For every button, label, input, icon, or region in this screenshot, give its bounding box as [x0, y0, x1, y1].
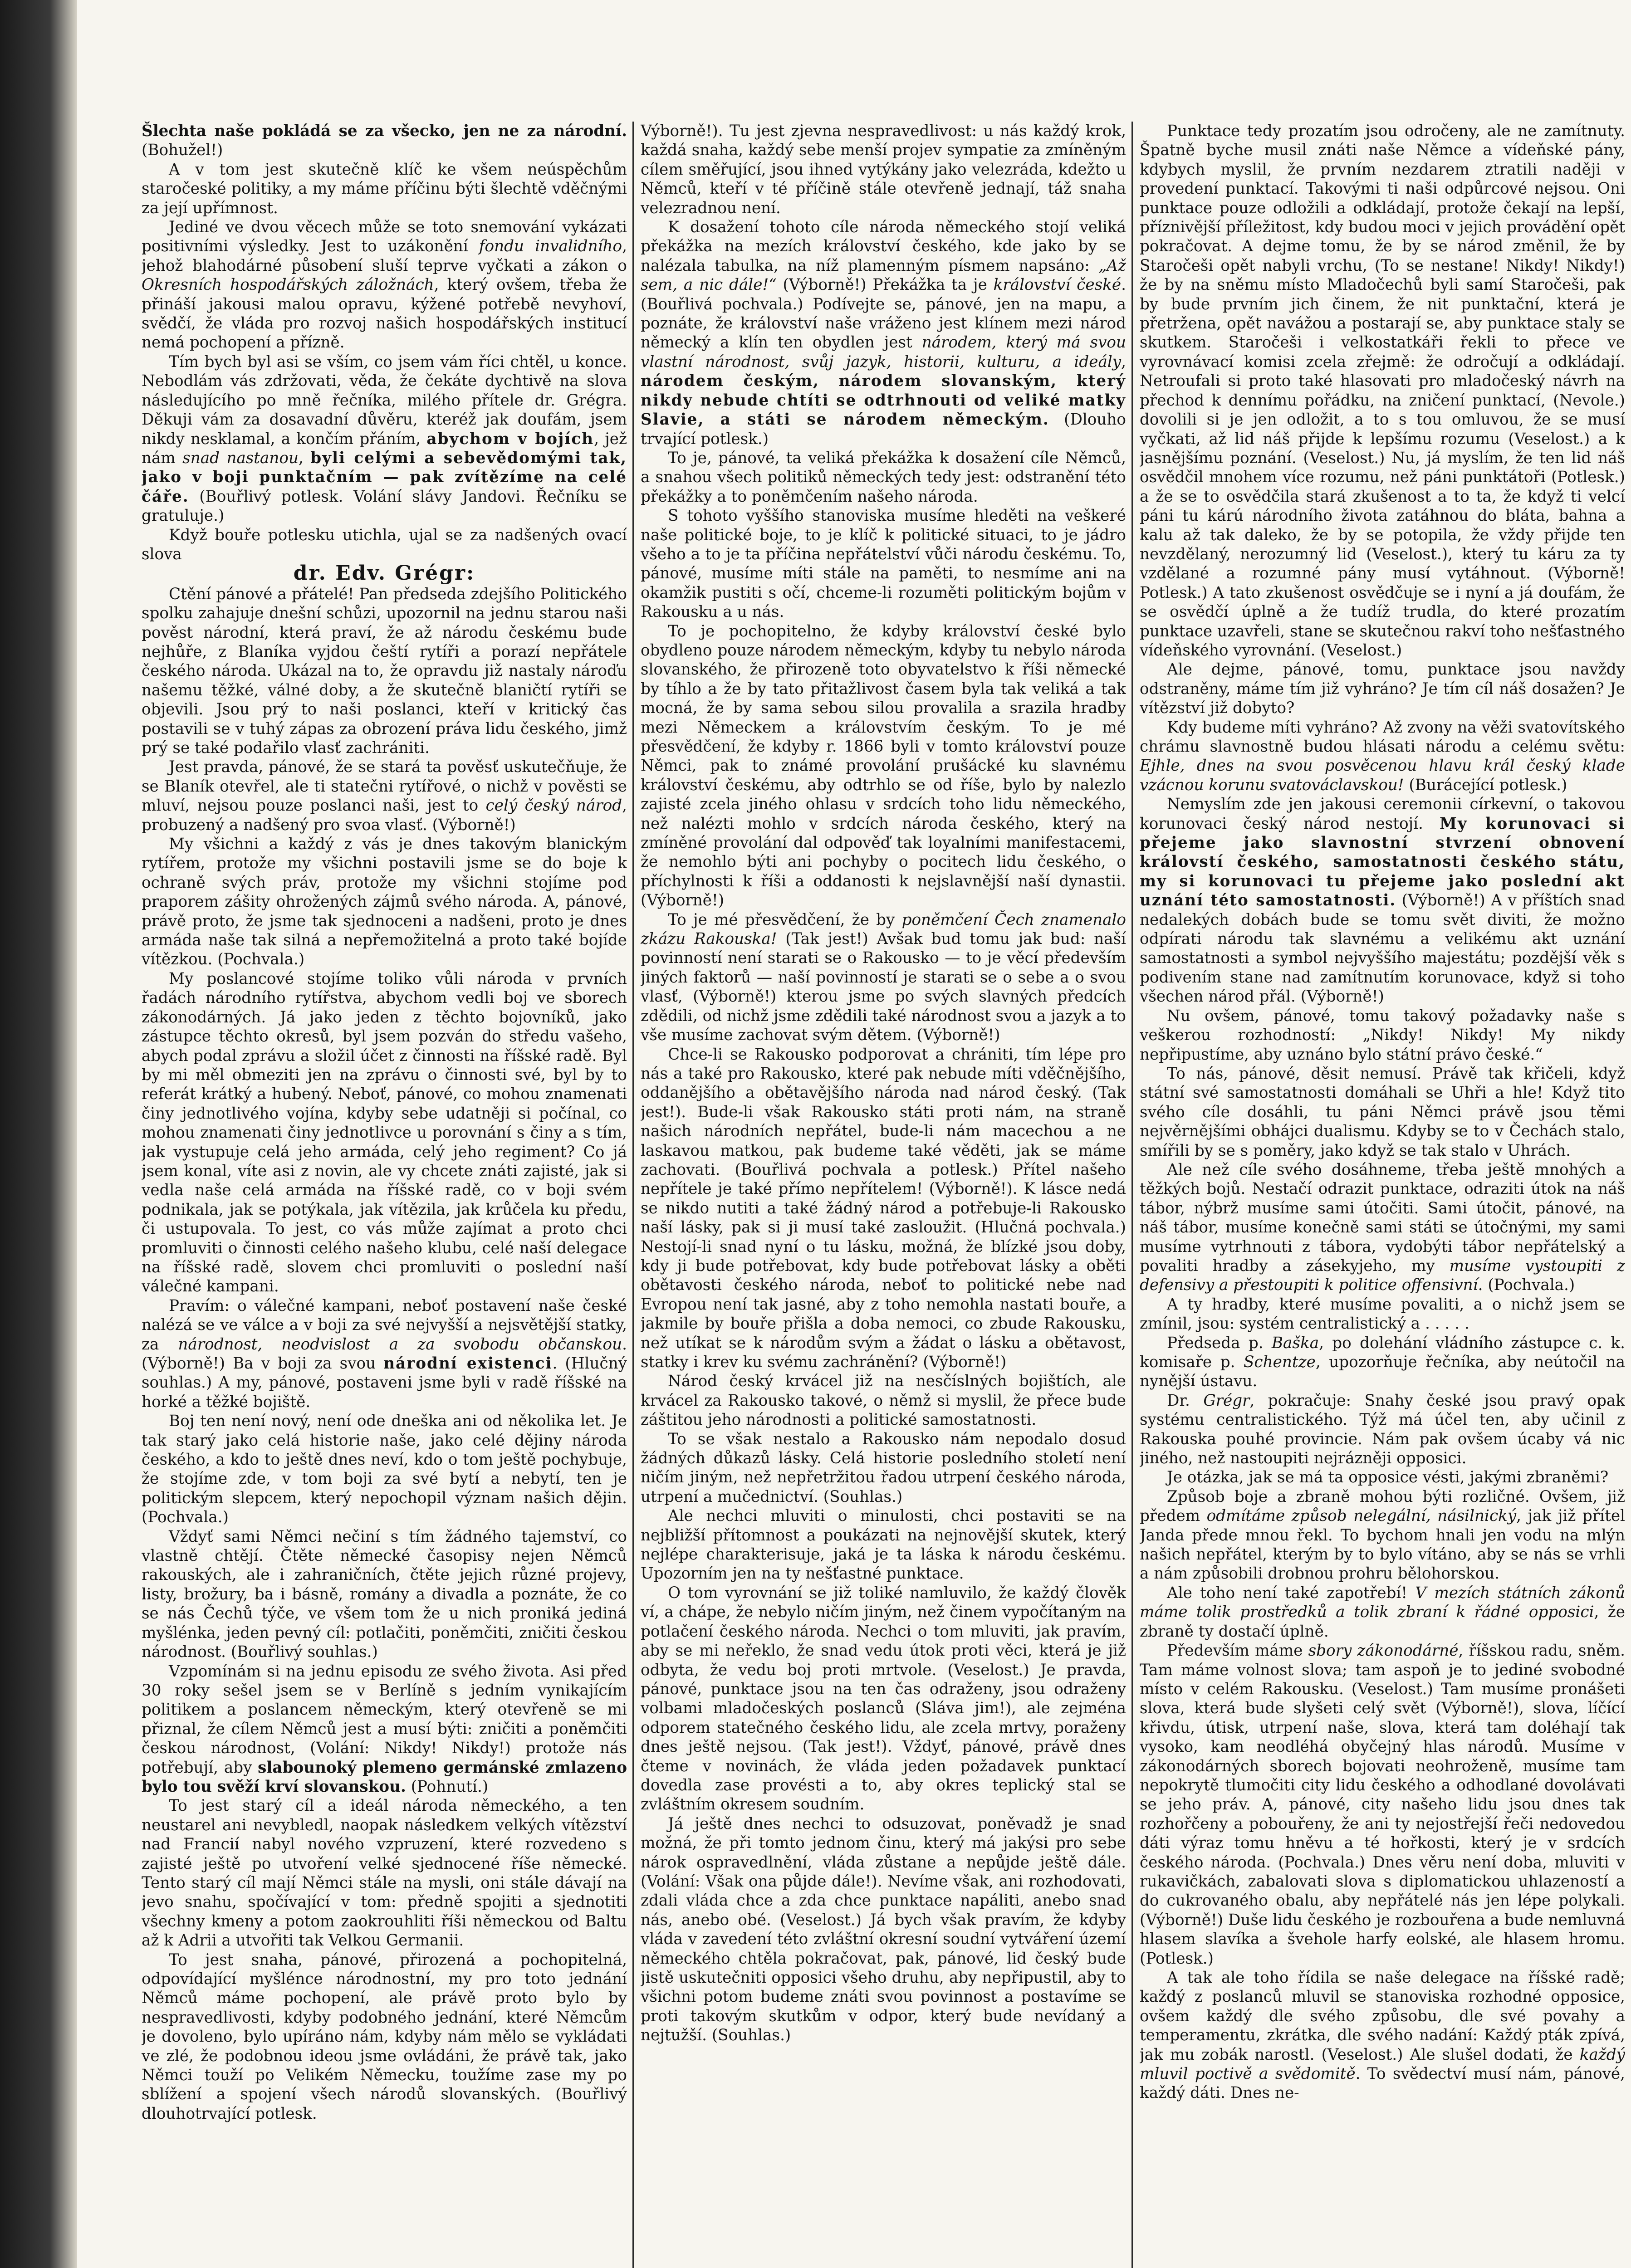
text: Tím bych byl asi se vším, co jsem vám říci chtěl, u konce. Nebodlám vás zdržovati, věda, že čekáte dychtivě na slova následujícího po mně řečníka, milého přítele dr. Grégra. Děkuji vám za dosavadní důvěru, kteréž jak doufám, jsem nikdy nesklamal, a končím přáním,: [142, 352, 627, 448]
bold-text: národem českým, národem slovanským, který nikdy nebude chtíti se odtrhnouti od veliké matky Slavie, a státi se národem německým.: [641, 372, 1126, 429]
text: K dosažení tohoto cíle národa německého stojí veliká překážka na mezích království českého, kde jako by se nalézala tabulka, na níž plamenným písmem napsáno:: [641, 218, 1126, 275]
paragraph: Já ještě dnes nechci to odsuzovat, poněvadž je snad možná, že při tomto jednom činu, který má jakýsi pro sebe nárok ospravedlnění, vláda zůstane a nepůjde ještě dále. (Volání: Však ona půjde dále!). Nevíme však, ani rozhodovati, zdali vláda chce a zda chce punktace napáliti, anebo snad nás, anebo obé. (Veselost.) Já bych však pravím, že kdyby vláda v zavedení této zvláštní okresní soudní vytváření území německého chtěla pokračovat, pak, pánové, lid český bude jistě uskutečniti opposici všeho druhu, aby nepřipustil, aby to všichni potom budeme znáti svou povinnost a postavíme se proti takovým skutkům v odpor, který bude nevídaný a nejtužší. (Souhlas.): [641, 1814, 1126, 2045]
paragraph: Ale nechci mluviti o minulosti, chci postaviti se na nejbližší přítomnost a poukázati na nejnovější skutek, který nejlépe charakterisuje, jaká je ta láska k národu českému. Upozorním jen na ty nešťastné punktace.: [641, 1507, 1126, 1583]
paragraph: A v tom jest skutečně klíč ke všem neúspěchům staročeské politiky, a my máme příčinu býti šlechtě vděčnými za její upřímnost.: [142, 160, 627, 217]
speaker-name: dr. Edv. Grégr:: [293, 562, 475, 585]
text: (Burácející potlesk.): [1404, 776, 1567, 794]
paragraph: [641, 910, 1126, 1045]
paragraph: [142, 218, 627, 352]
text: (Tak jest!) Avšak bud tomu jak bud: naší povinností není starati se o Rakousko — to je věcí především jiných faktorů — naší povinností je starati se o sebe a o svou vlasť, (Výborně!) kterou jsme po svých slavných předcích zdědili, od nichž jsme zdědili také národnost svou a jazyk a to vše musíme zachovat svým dětem. (Výborně!): [641, 930, 1126, 1045]
italic-text: musíme vystoupiti z defensivy a přestoupiti k politice offensivní: [1140, 1256, 1625, 1295]
italic-text: odmítáme způsob nelegální, násilnický: [1206, 1507, 1517, 1525]
paragraph: O tom vyrovnání se již toliké namluvilo, že každý člověk ví, a chápe, že nebylo ničím jiným, než činem vypočítaným na potlačení českého národa. Nechci o tom mluviti, jak pravím, aby se mi neřeklo, že snad vedu útok proti věci, která je již odbyta, že vedu boj proti mrtvole. (Veselost.) Je pravda, pánové, punktace jsou na ten čas odraženy, jsou odraženy volbami mladočeských poslanců (Sláva jim!), ale zejména odporem statečného českého lidu, ale zcela mrtvy, poraženy dnes ještě nejsou. (Tak jest!). Vždyť, pánové, právě dnes čteme v novinách, že vláda jeden požadavek punktací dovedla zase provésti a to, aby okres teplický stal se zvláštním okresem soudním.: [641, 1584, 1126, 1814]
text: Především máme: [1167, 1642, 1308, 1660]
text: Jediné ve dvou věcech může se toto snemování vykázati positivními výsledky. Jest to uzákonění: [142, 218, 627, 256]
paragraph: [1140, 1391, 1625, 1468]
paragraph: Národ český krvácel již na nesčíslných bojištích, ale krvácel za Rakousko takové, o němž si myslil, že přece bude záštitou jeho národnosti a politické samostatnosti.: [641, 1372, 1126, 1429]
paragraph: To jest starý cíl a ideál národa německého, a ten neustarel ani nevybledl, naopak následkem velkých vítězství nad Francií nabyl nového vzpruzení, které rozvedeno s zajisté ještě po utvoření velké sjednocené říše německé. Tento starý cíl mají Němci stále na mysli, oni stále dávají na jevo snahu, spočívající v tom: předně spojiti a sjednotiti všechny kmeny a potom zaokrouhliti říši německou od Baltu až k Adrii a utvořiti tak Velkou Germanii.: [142, 1797, 627, 1950]
paragraph: [1140, 1584, 1625, 1641]
text: , probuzený a nadšený pro svoa vlasť. (Výborně!): [142, 797, 627, 834]
italic-text: poněmčení Čech znamenalo zkázu Rakouska!: [641, 910, 1126, 948]
column-rule: [1131, 122, 1133, 2268]
paragraph: [142, 1662, 627, 1797]
bold-text: abychom v bojích: [426, 430, 594, 448]
text: . (Pochvala.): [1478, 1276, 1575, 1295]
text: , říšskou radu, sněm. Tam máme volnost slova; tam aspoň je to jediné svobodné místo v celém Rakousku. (Veselost.) Tam musíme pronášeti slova, která bude slyšeti celý svět (Výborně!), slova, líčící křivdu, útisk, utrpení naše, slova, která tam doléhají tak vysoko, kam neodléhá obyčejný hlas národů. Musíme v zákonodárných sborech bojovati neohroženě, musíme tam nepokrytě tlumočiti city lidu českého a odhodlané dovolávati se jeho práv. A, pánové, city našeho lidu jsou dnes tak rozhořčeny a pobouřeny, že ani ty nejostřejší řeči nedovedou dáti výraz tomu hněvu a té hořkosti, který je v srdcích českého národa. (Pochvala.) Dnes věru není doba, mluviti v rukavičkách, zabalovati slova s diplomatickou uhlazeností a do cukrovaného obalu, aby nepřátelé nás jen lépe polykali. (Výborně!) Duše lidu českého je rozbouřena a bude nemluvná hlasem slavíka a švehole harfy eolské, ale hlasem hromu. (Potlesk.): [1140, 1642, 1625, 1968]
column-rule: [632, 122, 634, 2268]
bold-text: Šlechta naše pokládá se za všecko, jen ne za národní.: [142, 122, 627, 140]
text-column-3: [1140, 122, 1625, 2268]
paragraph: S tohoto vyššího stanoviska musíme hleděti na veškeré naše politické boje, to je klíč k politické situaci, to je jádro všeho a to je ta příčina nepřátelství vůči národu českému. To, pánové, musíme míti stále na paměti, to nesmíme ani na okamžik pustiti s očí, chceme-li rozuměti politickým bojům v Rakousku a u nás.: [641, 507, 1126, 621]
paragraph: To nás, pánové, děsit nemusí. Právě tak křičeli, když státní své samostatnosti domáhali se Uhři a hle! Když tito svého cíle dosáhli, tu páni Němci právě jsou těmi nejvěrnějšími obhájci dualismu. Kdyby se to v Čechách stalo, smířili by se s poměry, jako když se tak stalo v Uhrách.: [1140, 1064, 1625, 1160]
paragraph: Chce-li se Rakousko podporovat a chrániti, tím lépe pro nás a také pro Rakousko, které pak nebude míti vděčnějšího, oddanějšího a obětavějšího národa nad národ český. (Tak jest!). Bude-li však Rakousko státi proti nám, na straně našich národních nepřátel, bude-li nám macechou a ne laskavou matkou, pak budeme také věděti, jak se máme zachovati. (Bouřlivá pochvala a potlesk.) Přítel našeho nepřítele je také přímo nepřítelem! (Výborně!). K lásce nedá se nikdo nutiti a také žádný národ a potřebuje-li Rakousko naší lásky, pak si ji musí také zasloužit. (Hlučná pochvala.) Nestojí-li snad nyní o tu lásku, možná, že blízké jsou doby, kdy ji bude potřebovat, kdy bude potřebovat lásky a oběti obětavosti českého národa, neboť to politické nebe nad Evropou není tak jasné, aby z toho nemohla nastati bouře, a jakmile by bouře přišla a doba nemoci, co zbude Rakousku, než utíkat se k národům svým a žádat o lásku a obětavost, statky i krev ku svému zachránění? (Výborně!): [641, 1045, 1126, 1371]
bold-text: slabounoký plemeno germánské zmlazeno bylo tou svěží krví slovanskou.: [142, 1758, 627, 1796]
paragraph: To se však nestalo a Rakousko nám nepodalo dosud žádných důkazů lásky. Celá historie posledního století není ničím jiným, než nepřetržitou řadou utrpení českého národa, utrpení a mučednictví. (Souhlas.): [641, 1430, 1126, 1506]
italic-text: národem, který má svou vlastní národnost, svůj jazyk, historii, kulturu, a ideály: [641, 333, 1126, 371]
paragraph: My poslancové stojíme toliko vůli národa v prvních řadách národního rytířstva, abychom vedli boj ve sborech zákonodárných. Já jako jeden z těchto bojovníků, jako zástupce těchto okresů, byl jsem pozván do středu vašeho, abych podal zprávu a složil účet z činnosti na říšské radě. Byl by mi měl obmeziti jen na zprávu o činnosti své, byl by to referát krátký a hubený. Neboť, pánové, co mohou znamenati činy jednotlivého vojína, kdyby sebe udatněji si počínal, co mohou znamenati činy jednotlivce u porovnání s činy a s tím, jak vystupuje celá jeho armáda, celý jeho regiment? Co já jsem konal, víte asi z novin, ale vy chcete znáti zajisté, jak si vedla naše celá armáda na říšské radě, co v boji svém podnikala, jak se potýkala, jak vítězila, jak krůčela ku předu, či ustupovala. To jest, co vás může zajímat a proto chci promluviti o činnosti celého našeho klubu, celé naší delegace na říšské radě, slovem chci promluviti o poslední naší válečné kampani.: [142, 969, 627, 1296]
italic-text: Grégr: [1203, 1391, 1250, 1410]
paragraph: [1140, 795, 1625, 1006]
text: Ale než cíle svého dosáhneme, třeba ještě mnohých a těžkých bojů. Nestačí odrazit punktace, odraziti útok na náš tábor, nýbrž musíme sami útočiti. Sami útočit, pánové, na náš tábor, musíme konečně sami státi se útočnými, my sami musíme vytrhnouti z tábora, vydobýti tábor nepřátelský a povaliti hradby a zásekyjeho, my: [1140, 1160, 1625, 1275]
text: , jak již přítel Janda přede mnou řekl. To bychom hnali jen vodu na mlýn našich nepřátel, kterým by to bylo vítáno, aby se nás se vrhli a nám způsobili drobnou prohru bělohorskou.: [1140, 1507, 1625, 1583]
paragraph: [142, 352, 627, 526]
text: (Bouřlivý potlesk. Volání slávy Jandovi. Řečníku se gratuluje.): [142, 487, 627, 525]
italic-text: Ejhle, dnes na svou posvěcenou hlavu král český klade vzácnou korunu svatováclavskou!: [1140, 757, 1625, 794]
paragraph: [142, 122, 627, 160]
paragraph: To jest snaha, pánové, přirozená a pochopitelná, odpovídající myšlénce národnostní, my pro toto jednání Němců máme pochopení, ale právě proto bylo by nespravedlivosti, kdyby podobného jednání, které Němcům je dovoleno, bylo upíráno nám, kdyby nám mělo se vykládati ve zlé, že podobnou ideou jsme ovládáni, že právě tak, jako Němci touží po Velikém Německu, toužíme zase my po sblížení a spojení všech národů slovanských. (Bouřlivý dlouhotrvající potlesk.: [142, 1950, 627, 2123]
text: To je mé přesvědčení, že by: [668, 910, 902, 929]
paragraph: [142, 1296, 627, 1412]
scan-binding-edge: [0, 0, 77, 2268]
text: Dr.: [1167, 1391, 1204, 1410]
text: . To svědectví musí nám, pánové, každý dáti. Dnes ne-: [1140, 2065, 1625, 2102]
paragraph: [1140, 1968, 1625, 2103]
paragraph: Ale dejme, pánové, tomu, punktace jsou navždy odstraněny, máme tím již vyhráno? Je tím cíl náš dosažen? Je vítězství již dobyto?: [1140, 660, 1625, 718]
paragraph: My všichni a každý z vás je dnes takovým blanickým rytířem, protože my všichni postavili jsme se do boje k ochraně svých práv, protože my všichni stojíme pod praporem zášity ohrožených zájmů svého národa. A, pánové, právě proto, že jsme tak sjednoceni a nadšeni, proto je dnes armáda naše tak silná a nepřemožitelná a proto také bojíde vítězkou. (Pochvala.): [142, 835, 627, 969]
text: Ale toho není také zapotřebí!: [1167, 1584, 1415, 1602]
italic-text: Schentze: [1244, 1353, 1316, 1371]
paragraph: [1140, 1160, 1625, 1295]
text: , že zbraně ty dostačí úplně.: [1140, 1603, 1625, 1641]
text: . (Hlučný souhlas.) A my, pánové, postaveni jsme byli v radě říšské na horké a těžké bojiště.: [142, 1354, 627, 1411]
paragraph: Výborně!). Tu jest zjevna nespravedlivost: u nás každý krok, každá snaha, každý sebe menší projev sympatie za zmíněným cílem směřující, jsou ihned vytýkány jako velezráda, kdežto u Němců, kteří v té příčině stále otevřeně jednají, táž snaha velezradnou není.: [641, 122, 1126, 217]
paragraph: Vždyť sami Němci nečiní s tím žádného tajemství, co vlastně chtějí. Čtěte německé časopisy nejen Němců rakouských, ale i zahraničních, čtěte jejich různé projevy, listy, brožury, ba i básně, romány a divadla a poznáte, že co se nás Čechů týče, ve všem tom že u nich proniká jediná myšlénka, jeden pevný cíl: potlačiti, poněmčiti, zničiti českou národnost. (Bouřlivý souhlas.): [142, 1527, 627, 1662]
text: , upozorňuje řečníka, aby neútočil na nynější ústavu.: [1140, 1353, 1625, 1391]
text: (Výborně!) A v příštích snad nedalekých dobách bude se tomu svět diviti, že možno odpírati národu tak slavnému a velikému akt uznání samostatnosti a symbol nejvyššího majestátu; pozdější věk s podivením stane nad zamítnutím korunovace, když si toho všechen národ přál. (Výborně!): [1140, 891, 1625, 1006]
text: . (Bouřlivá pochvala.) Podívejte se, pánové, jen na mapu, a poznáte, že království naše vráženo jest klínem mezi národ německý a klín ten obydlen jest: [641, 276, 1126, 352]
text: , po dolehání vládního zástupce c. k. komisaře p.: [1140, 1334, 1625, 1371]
speaker-heading: [142, 564, 627, 584]
text: (Bohužel!): [142, 141, 223, 160]
italic-text: Baška: [1271, 1334, 1319, 1352]
italic-text: národnost, neodvislost a za svobodu občanskou: [178, 1335, 622, 1354]
text: (Dlouho trvající potlesk.): [641, 411, 1126, 448]
italic-text: království české: [993, 276, 1122, 294]
paragraph: Ctění pánové a přátelé! Pan předseda zdejšího Politického spolku zahajuje dnešní schůzi, upozornil na jednu starou naši pověst národní, která praví, že až národu českému bude nejhůře, z Blaníka vyjdou čeští rytíři a porazí nepřátele českého národa. Ukázal na to, že opravdu již nastaly nároďu našemu těžké, válné doby, a že skutečně blaničtí rytíři se objevili. Jsou prý to naši poslanci, kteří v kritický čas postavili se v tuhý zápas za obrození práva lidu českého, jimž prý se také podařilo vlasť zachrániti.: [142, 585, 627, 757]
italic-text: celý český národ: [485, 797, 622, 815]
bold-text: byli celými a sebevědomými tak, jako v boji punktačním — pak zvítězíme na celé čáře.: [142, 449, 627, 506]
paragraph: [142, 758, 627, 835]
italic-text: fondu invalidního: [479, 237, 622, 256]
italic-text: sbory zákonodárné: [1308, 1642, 1459, 1660]
paragraph: Když bouře potlesku utichla, ujal se za nadšených ovací slova: [142, 526, 627, 563]
text: (Výborně!) Překážka ta je: [776, 276, 994, 294]
paragraph: To je, pánové, ta veliká překážka k dosažení cíle Němců, a snahou všech politiků německých tedy jest: odstranění této překážky a to poněmčením našeho národa.: [641, 449, 1126, 506]
text: , pokračuje: Snahy české jsou pravý opak systému centralistického. Týž má účel ten, aby učinil z Rakouska pouhé provincie. Nám pak ovšem úcaby vá nic jiného, než nastoupiti nejrázněji opposici.: [1140, 1391, 1625, 1468]
bold-text: My korunovaci si přejeme jako slavnostní stvrzení obnovení královstí českého, samostatnosti českého státu, my si korunovaci tu přejeme jako poslední akt uznání této samostatnosti.: [1140, 814, 1625, 910]
text: . (Výborně!) Ba v boji za svou: [142, 1335, 627, 1373]
text: Vzpomínám si na jednu episodu ze svého života. Asi před 30 roky sešel jsem se v Berlíně s jedním vynikajícím politikem a poslancem německým, který otevřeně se mi přiznal, že cílem Němců jest a musí býti: zničiti a poněmčiti českou národnost, (Volání: Nikdy! Nikdy!) protože nás potřebují, aby: [142, 1662, 627, 1777]
text-column-1: [142, 122, 627, 2268]
paragraph: Boj ten není nový, není ode dneška ani od několika let. Je tak starý jako celá historie naše, jako celé dějiny národa českého, a kdo to ještě dnes neví, kdo o tom ještě pochybuje, že stojíme zde, v tom boji za své bytí a nebytí, ten je politickým slepcem, který nepochopil význam našich dějin. (Pochvala.): [142, 1412, 627, 1527]
paragraph: A ty hradby, které musíme povaliti, a o nichž jsem se zmínil, jsou: systém centralistický a . . . . .: [1140, 1295, 1625, 1333]
text: Kdy budeme míti vyhráno? Až zvony na věži svatovítského chrámu slavnostně budou hlásati národu a celému světu:: [1140, 718, 1625, 756]
text: Pravím: o válečné kampani, neboť postavení naše české nalézá se ve válce a v boji za své nejvyšší a nejsvětější statky, za: [142, 1296, 627, 1354]
text: , jež nám: [142, 430, 627, 467]
paragraph: Je otázka, jak se má ta opposice vésti, jakými zbraněmi?: [1167, 1468, 1609, 1487]
italic-text: V mezích státních zákonů máme tolik prostředků a tolik zbraní k řádné opposici: [1140, 1584, 1625, 1622]
paragraph: Nu ovšem, pánové, tomu takový požadavky naše s veškerou rozhodností: „Nikdy! Nikdy! My nikdy nepřipustíme, aby uznáno bylo státní právo české.“: [1140, 1007, 1625, 1064]
italic-text: každý mluvil poctivě a svědomitě: [1140, 2045, 1625, 2083]
text: Způsob boje a zbraně mohou býti rozličné. Ovšem, již předem: [1140, 1487, 1625, 1525]
italic-text: Okresních hospodářských záložnách: [142, 276, 434, 294]
paragraph: [1140, 1641, 1625, 1968]
text: Předseda p.: [1167, 1334, 1272, 1352]
text-column-2: [641, 122, 1126, 2268]
text: (Pohnutí.): [406, 1777, 489, 1796]
text: ,: [299, 449, 311, 467]
paragraph: [1140, 1487, 1625, 1584]
paragraph: [1140, 1334, 1625, 1391]
paragraph: Punktace tedy prozatím jsou odročeny, ale ne zamítnuty. Špatně byche musil znáti naše Němce a vídeňské pány, kdybych myslil, že prvním nezdarem ztratili naději v provedení punktací. Takovými ti naši odpůrcové nejsou. Oni punktace pouze odložili a odkládají, protože čekají na lepší, příznivější příležitost, kdy budou moci v jejich provádění opět pokračovat. A dejme tomu, že by se národ změnil, že by Staročeši opět nabyli vrchu, (To se nestane! Nikdy! Nikdy!) že by na sněmu místo Mladočechů byli samí Staročeši, pak by bude prvním jich činem, že nit punktační, která je přetržena, opět navážou a postarají se, aby punktace staly se skutkem. Staročeši i velkostatkáři řekli to přece ve vyrovnávací komisi zcela zřejmě: že odročují a odkládají. Netroufali si proto také hlasovati pro mladočeský návrh na přechod k dennímu pořádku, na zničení punktací, (Nevole.) dovolili si je jen odložit, a to s tou omluvou, že se musí vyčkati, až lid náš přijde k lepšímu rozumu (Veselost.) a k jasnějšímu poznání. (Veselost.) Nu, já myslím, že ten lid náš osvědčil mnohem více rozumu, než páni punktátoři (Potlesk.) a že se to osvědčila stará zkušenost a to ta, že když ti velcí páni tu kárú národního života zatáhnou do bláta, bahna a kalu až tak daleko, že by se potopila, že vždy přijde ten nevzdělaný, nerozumný lid (Veselost.), který tu káru za ty vzdělané a rozumné pány musí vytáhnout. (Výborně! Potlesk.) A tato zkušenost osvědčuje se i nyní a já doufám, že se osvědčí úplně a že tudíž trudla, do které prozatím punktace uzavřeli, stane se skutečnou rakví toho nešťastného vídeňského vyrovnání. (Veselost.): [1140, 122, 1625, 660]
paragraph: [1140, 718, 1625, 795]
paragraph: [641, 218, 1126, 449]
paragraph: To je pochopitelno, že kdyby království české bylo obydleno pouze národem německým, kdyby tu nebylo národa slovanského, že přirozeně toto obyvatelstvo k říši německé by tíhlo a že by tato přitažlivost časem byla tak veliká a tak mocná, že by sama sebou silou provalila a srazila hradby mezi Německem a královstvím českým. To je mé přesvědčení, že kdyby r. 1866 byli v tomto království pouze Němci, pak to známé provolání prušácké ku slavnému království českému, aby odtrhlo se od říše, bylo by nalezlo zajisté zcela jiného ohlasu v srdcích toho lidu německého, než nalézti mohlo v srdcích národa českého, který na zmíněné provolání dal odpověď tak loyalními manifestacemi, že nemohlo býti ani pochyby o pocitech lidu českého, o příchylnosti k říši a oddanosti k nejslavnější naší dynastii. (Výborně!): [641, 622, 1126, 910]
text: Nemyslím zde jen jakousi ceremonii církevní, o takovou korunovaci český národ nestojí.: [1140, 795, 1625, 833]
bold-text: národní existenci: [383, 1354, 553, 1373]
italic-text: snad nastanou: [182, 449, 299, 467]
italic-text: „Až sem, a nic dále!“: [641, 256, 1126, 294]
text: A tak ale toho řídila se naše delegace na říšské radě; každý z poslanců mluvil se stanoviska rozhodné opposice, ovšem každý dle svého způsobu, dle své povahy a temperamentu, zkrátka, dle svého nadání: Každý pták zpívá, jak mu zobák narostl. (Veselost.) Ale slušel dodati, že: [1140, 1969, 1625, 2064]
text: Jest pravda, pánové, že se stará ta pověsť uskutečňuje, že se Blaník otevřel, ale ti statečni rytířové, o nichž v pověsti se mluví, nejsou pouze poslanci naši, jest to: [142, 758, 627, 815]
text: , jehož blahodárné působení sluší teprve vyčkati a zákon o: [142, 237, 627, 275]
text: ,: [1121, 352, 1126, 371]
text: , který ovšem, třeba že přináší jakousi malou opravu, kýžené potřebě nevyhoví, svědčí, že vláda pro rozvoj našich hospodářských institucí nemá pochopení a přízně.: [142, 276, 627, 352]
